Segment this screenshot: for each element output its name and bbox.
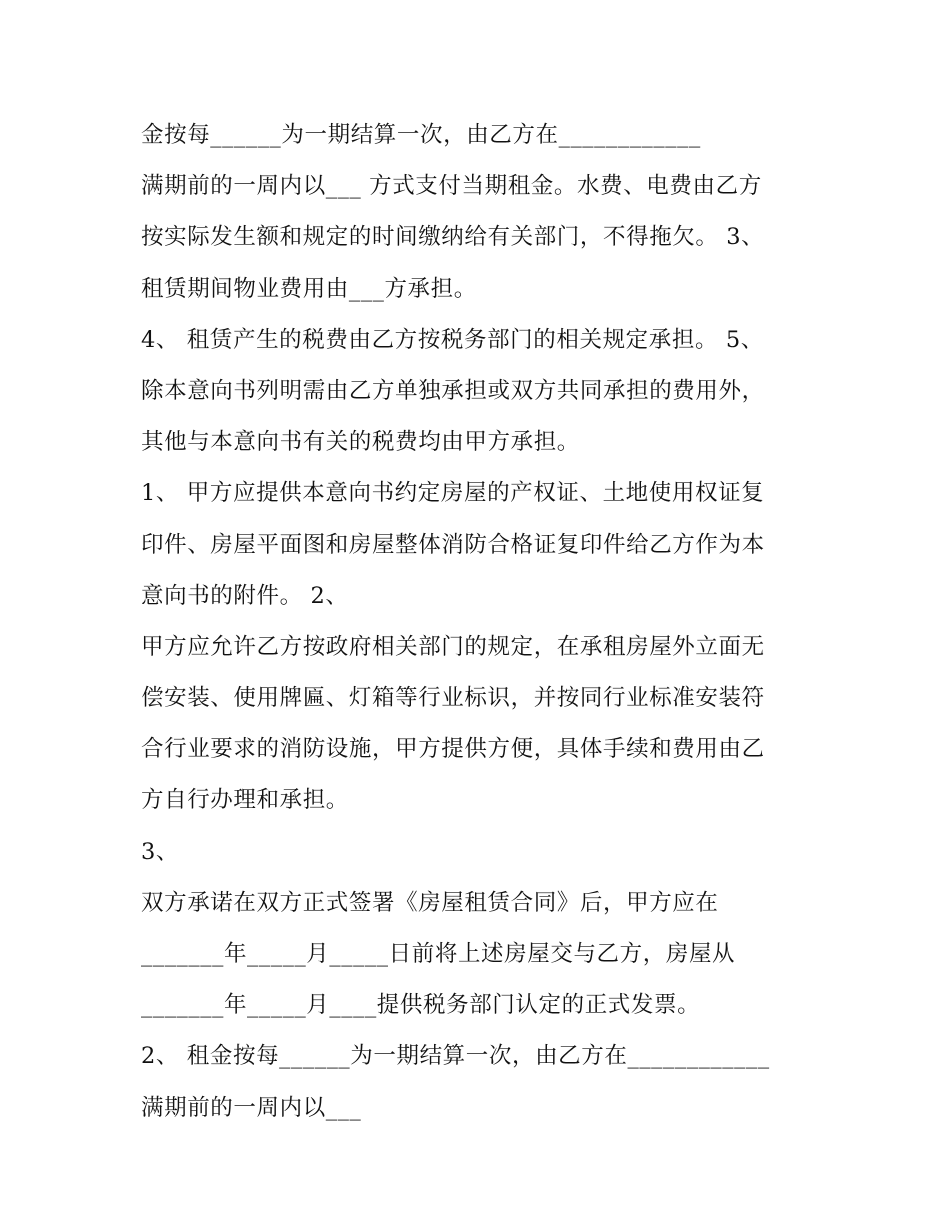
- text-line: 除本意向书列明需由乙方单独承担或双方共同承担的费用外，: [141, 377, 765, 404]
- text-line: 2、 租金按每______为一期结算一次，由乙方在____________: [141, 1043, 770, 1070]
- text-line: 1、 甲方应提供本意向书约定房屋的产权证、土地使用权证复: [141, 480, 765, 507]
- text-line: 按实际发生额和规定的时间缴纳给有关部门，不得拖欠。 3、: [141, 224, 765, 251]
- text-line: 其他与本意向书有关的税费均由甲方承担。: [141, 429, 580, 456]
- text-line: 意向书的附件。 2、: [141, 582, 349, 609]
- text-line: 租赁期间物业费用由___方承担。: [141, 275, 477, 302]
- text-line: 双方承诺在双方正式签署《房屋租赁合同》后，甲方应在: [141, 889, 719, 916]
- document-body: [141, 110, 841, 1134]
- text-line: 甲方应允许乙方按政府相关部门的规定，在承租房屋外立面无: [141, 633, 765, 660]
- text-line: 方自行办理和承担。: [141, 787, 349, 814]
- text-line: 偿安装、使用牌匾、灯箱等行业标识，并按同行业标准安装符: [141, 685, 765, 712]
- text-line: 4、 租赁产生的税费由乙方按税务部门的相关规定承担。 5、: [141, 326, 764, 353]
- text-line: 满期前的一周内以___ 方式支付当期租金。水费、电费由乙方: [141, 173, 762, 200]
- text-line: 印件、房屋平面图和房屋整体消防合格证复印件给乙方作为本: [141, 531, 765, 558]
- text-line: 金按每______为一期结算一次，由乙方在____________: [141, 122, 701, 148]
- text-line: _______年_____月____提供税务部门认定的正式发票。: [141, 992, 701, 1019]
- text-line: 3、: [141, 838, 180, 865]
- text-line: 满期前的一周内以___: [141, 1094, 362, 1121]
- text-line: 合行业要求的消防设施，甲方提供方便，具体手续和费用由乙: [141, 736, 765, 763]
- text-line: _______年_____月_____日前将上述房屋交与乙方，房屋从: [141, 941, 736, 967]
